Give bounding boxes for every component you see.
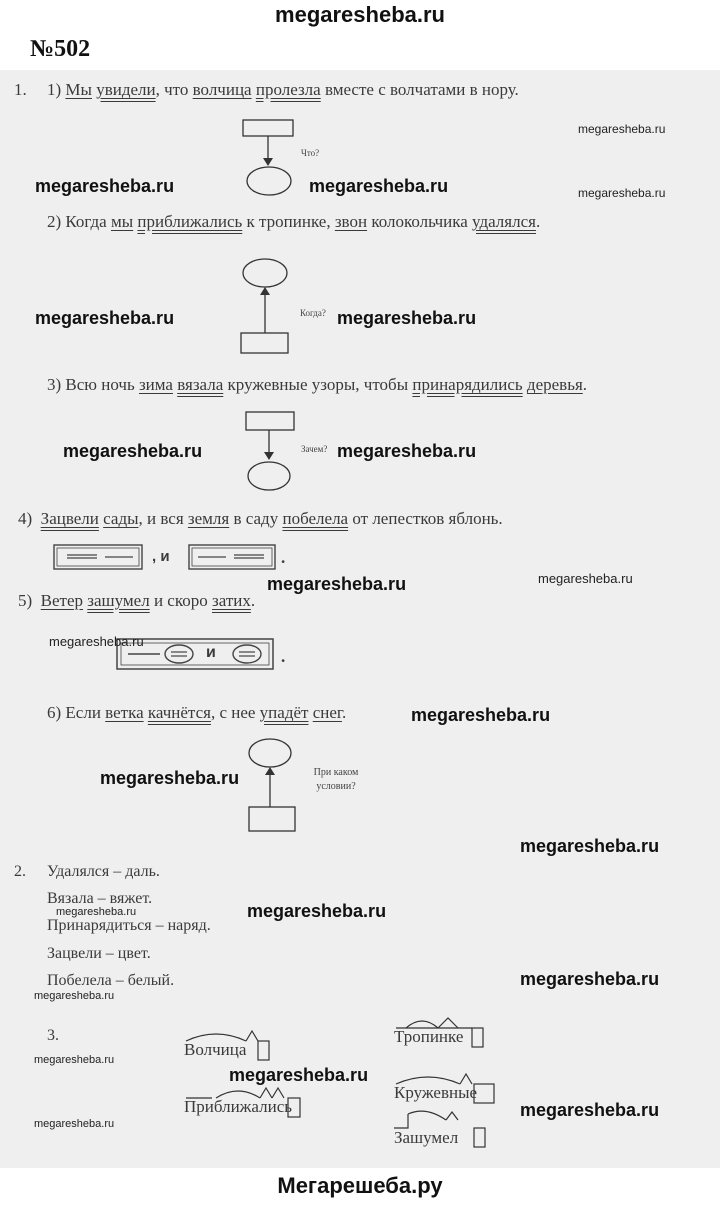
watermark: megaresheba.ru [411,705,551,725]
watermark: megaresheba.ru [578,186,666,200]
morpheme-word: Волчица [184,1040,247,1059]
watermark: megaresheba.ru [56,906,137,918]
exercise-1-number: 1. [14,80,27,99]
question-label: Когда? [300,308,326,318]
watermark: megaresheba.ru [63,441,203,461]
morpheme-word: Тропинке [394,1027,464,1046]
site-header: megaresheba.ru [275,2,445,27]
watermark: megaresheba.ru [337,441,477,461]
watermark: megaresheba.ru [520,969,660,989]
morpheme-marks [390,1110,490,1152]
sentence-4: 4) Зацвели сады, и вся земля в саду побелела от лепестков яблонь. [18,509,503,528]
morpheme-marks [182,1082,332,1122]
sentence-3: 3) Всю ночь зима вязала кружевные узоры, чтобы принарядились деревья. [47,375,588,394]
watermark: megaresheba.ru [520,836,660,856]
morpheme-marks [182,1025,274,1065]
watermark: megaresheba.ru [35,176,175,196]
question-label: Зачем? [301,444,328,454]
sentence-1: 1) Мы увидели, что волчица пролезла вместе с волчатами в нору. [47,80,519,99]
scheme-5-period: . [281,647,286,666]
watermark: megaresheba.ru [100,768,240,788]
watermark: megaresheba.ru [267,574,407,594]
sentence-6: 6) Если ветка качнётся, с нее упадёт снег. [47,703,347,722]
morpheme-marks [392,1012,488,1052]
scheme-6 [248,737,308,835]
morpheme-word: Зашумел [394,1128,459,1147]
morpheme-word: Приближались [184,1097,293,1116]
exercise-2-number: 2. [14,863,26,880]
word-pair: Побелела – белый. [47,972,175,989]
question-label: Что? [301,148,320,158]
word-pair: Принарядиться – наряд. [47,917,211,934]
watermark: megaresheba.ru [578,122,666,136]
word-pair: Вязала – вяжет. [47,890,153,907]
site-footer: Мегарешеба.ру [277,1173,443,1198]
scheme-5-conjunction: и [206,644,216,661]
scanned-page [0,70,720,1168]
watermark: megaresheba.ru [229,1065,369,1085]
watermark: megaresheba.ru [538,571,633,586]
morpheme-word: Кружевные [394,1083,478,1102]
watermark: megaresheba.ru [34,1118,115,1130]
exercise-3-number: 3. [47,1027,59,1044]
scheme-1 [240,118,300,198]
word-pair: Удалялся – даль. [47,863,160,880]
watermark: megaresheba.ru [247,901,387,921]
scheme-4-period: . [281,548,286,567]
scheme-4-box-2 [188,544,278,572]
scheme-3 [244,410,304,494]
watermark: megaresheba.ru [49,634,144,649]
watermark: megaresheba.ru [35,308,175,328]
morpheme-marks [392,1068,502,1108]
word-pair: Зацвели – цвет. [47,945,151,962]
question-label: При каком условии? [313,767,359,792]
watermark: megaresheba.ru [34,990,115,1002]
watermark: megaresheba.ru [337,308,477,328]
watermark: megaresheba.ru [520,1100,660,1120]
scheme-2 [240,257,300,357]
scheme-4-conjunction: , и [152,548,170,565]
scheme-4-box-1 [53,544,145,572]
task-number: №502 [30,36,91,62]
watermark: megaresheba.ru [34,1054,115,1066]
sentence-5: 5) Ветер зашумел и скоро затих. [18,591,256,610]
sentence-2: 2) Когда мы приближались к тропинке, звон колокольчика удалялся. [47,212,541,231]
watermark: megaresheba.ru [309,176,449,196]
